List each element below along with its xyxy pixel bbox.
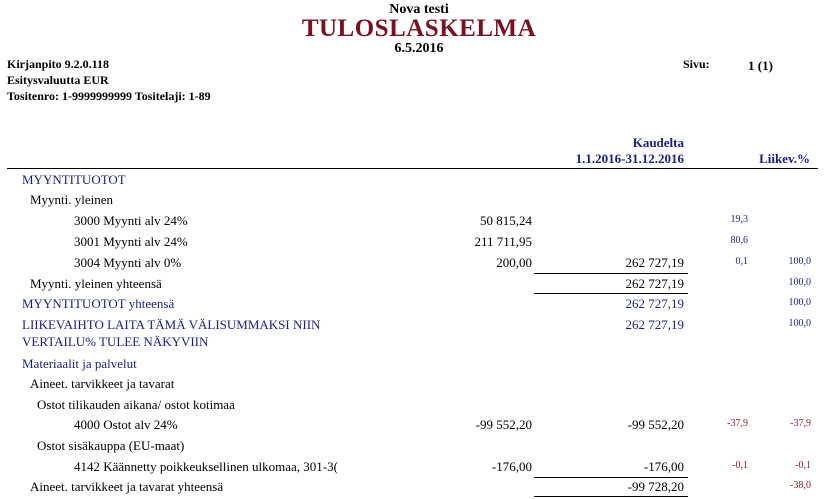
revenue-subtotal-label: LIIKEVAIHTO LAITA TÄMÄ VÄLISUMMAKSI NIIN <box>22 317 321 332</box>
total-pct: 100,0 <box>788 297 811 308</box>
account-amount: -99 552,20 <box>475 417 532 432</box>
revenue-subtotal: 262 727,19 <box>625 317 684 332</box>
account-pct: 80,6 <box>730 235 748 246</box>
currency-info: Esitysvaluutta EUR <box>7 73 109 87</box>
period-total: -99 728,20 <box>627 479 684 494</box>
company-name: Nova testi <box>389 2 449 17</box>
revenue-subtotal-label-line2: VERTAILU% TULEE NÄKYVIIN <box>22 334 209 349</box>
subtotal-rule <box>534 477 688 478</box>
subgroup-heading: Ostot tilikauden aikana/ ostot kotimaa <box>37 397 235 412</box>
subtotal-rule <box>534 273 688 274</box>
account-amount: -176,00 <box>491 459 532 474</box>
period-total: -176,00 <box>643 459 684 474</box>
section-total: 262 727,19 <box>625 296 684 311</box>
total-pct: 100,0 <box>788 256 811 267</box>
report-title: TULOSLASKELMA <box>301 15 537 42</box>
section-heading: Materiaalit ja palvelut <box>22 356 137 371</box>
header-separator <box>7 168 818 169</box>
group-total-label: Myynti. yleinen yhteensä <box>30 276 162 291</box>
report-date: 6.5.2016 <box>394 41 444 56</box>
program-version: Kirjanpito 9.2.0.118 <box>7 57 110 71</box>
account-row-label: 3000 Myynti alv 24% <box>74 213 188 228</box>
total-pct: 100,0 <box>788 277 811 288</box>
account-pct: -37,9 <box>727 418 748 429</box>
account-row-label: 4000 Ostot alv 24% <box>74 417 178 432</box>
account-row-label: 4142 Käännetty poikkeuksellinen ulkomaa, 301-3( <box>74 459 338 474</box>
section-heading: MYYNTITUOTOT <box>22 172 126 187</box>
account-amount: 50 815,24 <box>480 213 532 228</box>
account-pct: 0,1 <box>735 256 748 267</box>
account-amount: 211 711,95 <box>474 234 532 249</box>
account-pct: 19,3 <box>730 214 748 225</box>
group-heading: Myynti. yleinen <box>30 192 114 207</box>
subtotal-rule <box>534 496 688 497</box>
voucher-filter: Tositenro: 1-9999999999 Tositelaji: 1-89 <box>7 89 211 103</box>
account-row-label: 3001 Myynti alv 24% <box>74 234 188 249</box>
total-pct: -37,9 <box>790 418 811 429</box>
total-pct: -0,1 <box>795 460 811 471</box>
group-total-label: Aineet. tarvikkeet ja tavarat yhteensä <box>30 479 224 494</box>
account-row-label: 3004 Myynti alv 0% <box>74 255 182 270</box>
period-range: 1.1.2016-31.12.2016 <box>575 151 684 166</box>
page-label: Sivu: <box>683 57 710 71</box>
period-total: 262 727,19 <box>625 276 684 291</box>
period-total: -99 552,20 <box>627 417 684 432</box>
account-amount: 200,00 <box>496 255 532 270</box>
page-number: 1 (1) <box>748 58 773 73</box>
period-column-label: Kaudelta <box>632 135 684 150</box>
revenue-pct-label: Liikev.% <box>759 151 810 166</box>
total-pct: -38,0 <box>790 480 811 491</box>
section-total-label: MYYNTITUOTOT yhteensä <box>22 296 175 311</box>
total-pct: 100,0 <box>788 318 811 329</box>
group-heading: Aineet. tarvikkeet ja tavarat <box>30 376 175 391</box>
period-total: 262 727,19 <box>625 255 684 270</box>
subgroup-heading: Ostot sisäkauppa (EU-maat) <box>37 438 185 453</box>
subtotal-rule <box>534 293 688 294</box>
account-pct: -0,1 <box>732 460 748 471</box>
